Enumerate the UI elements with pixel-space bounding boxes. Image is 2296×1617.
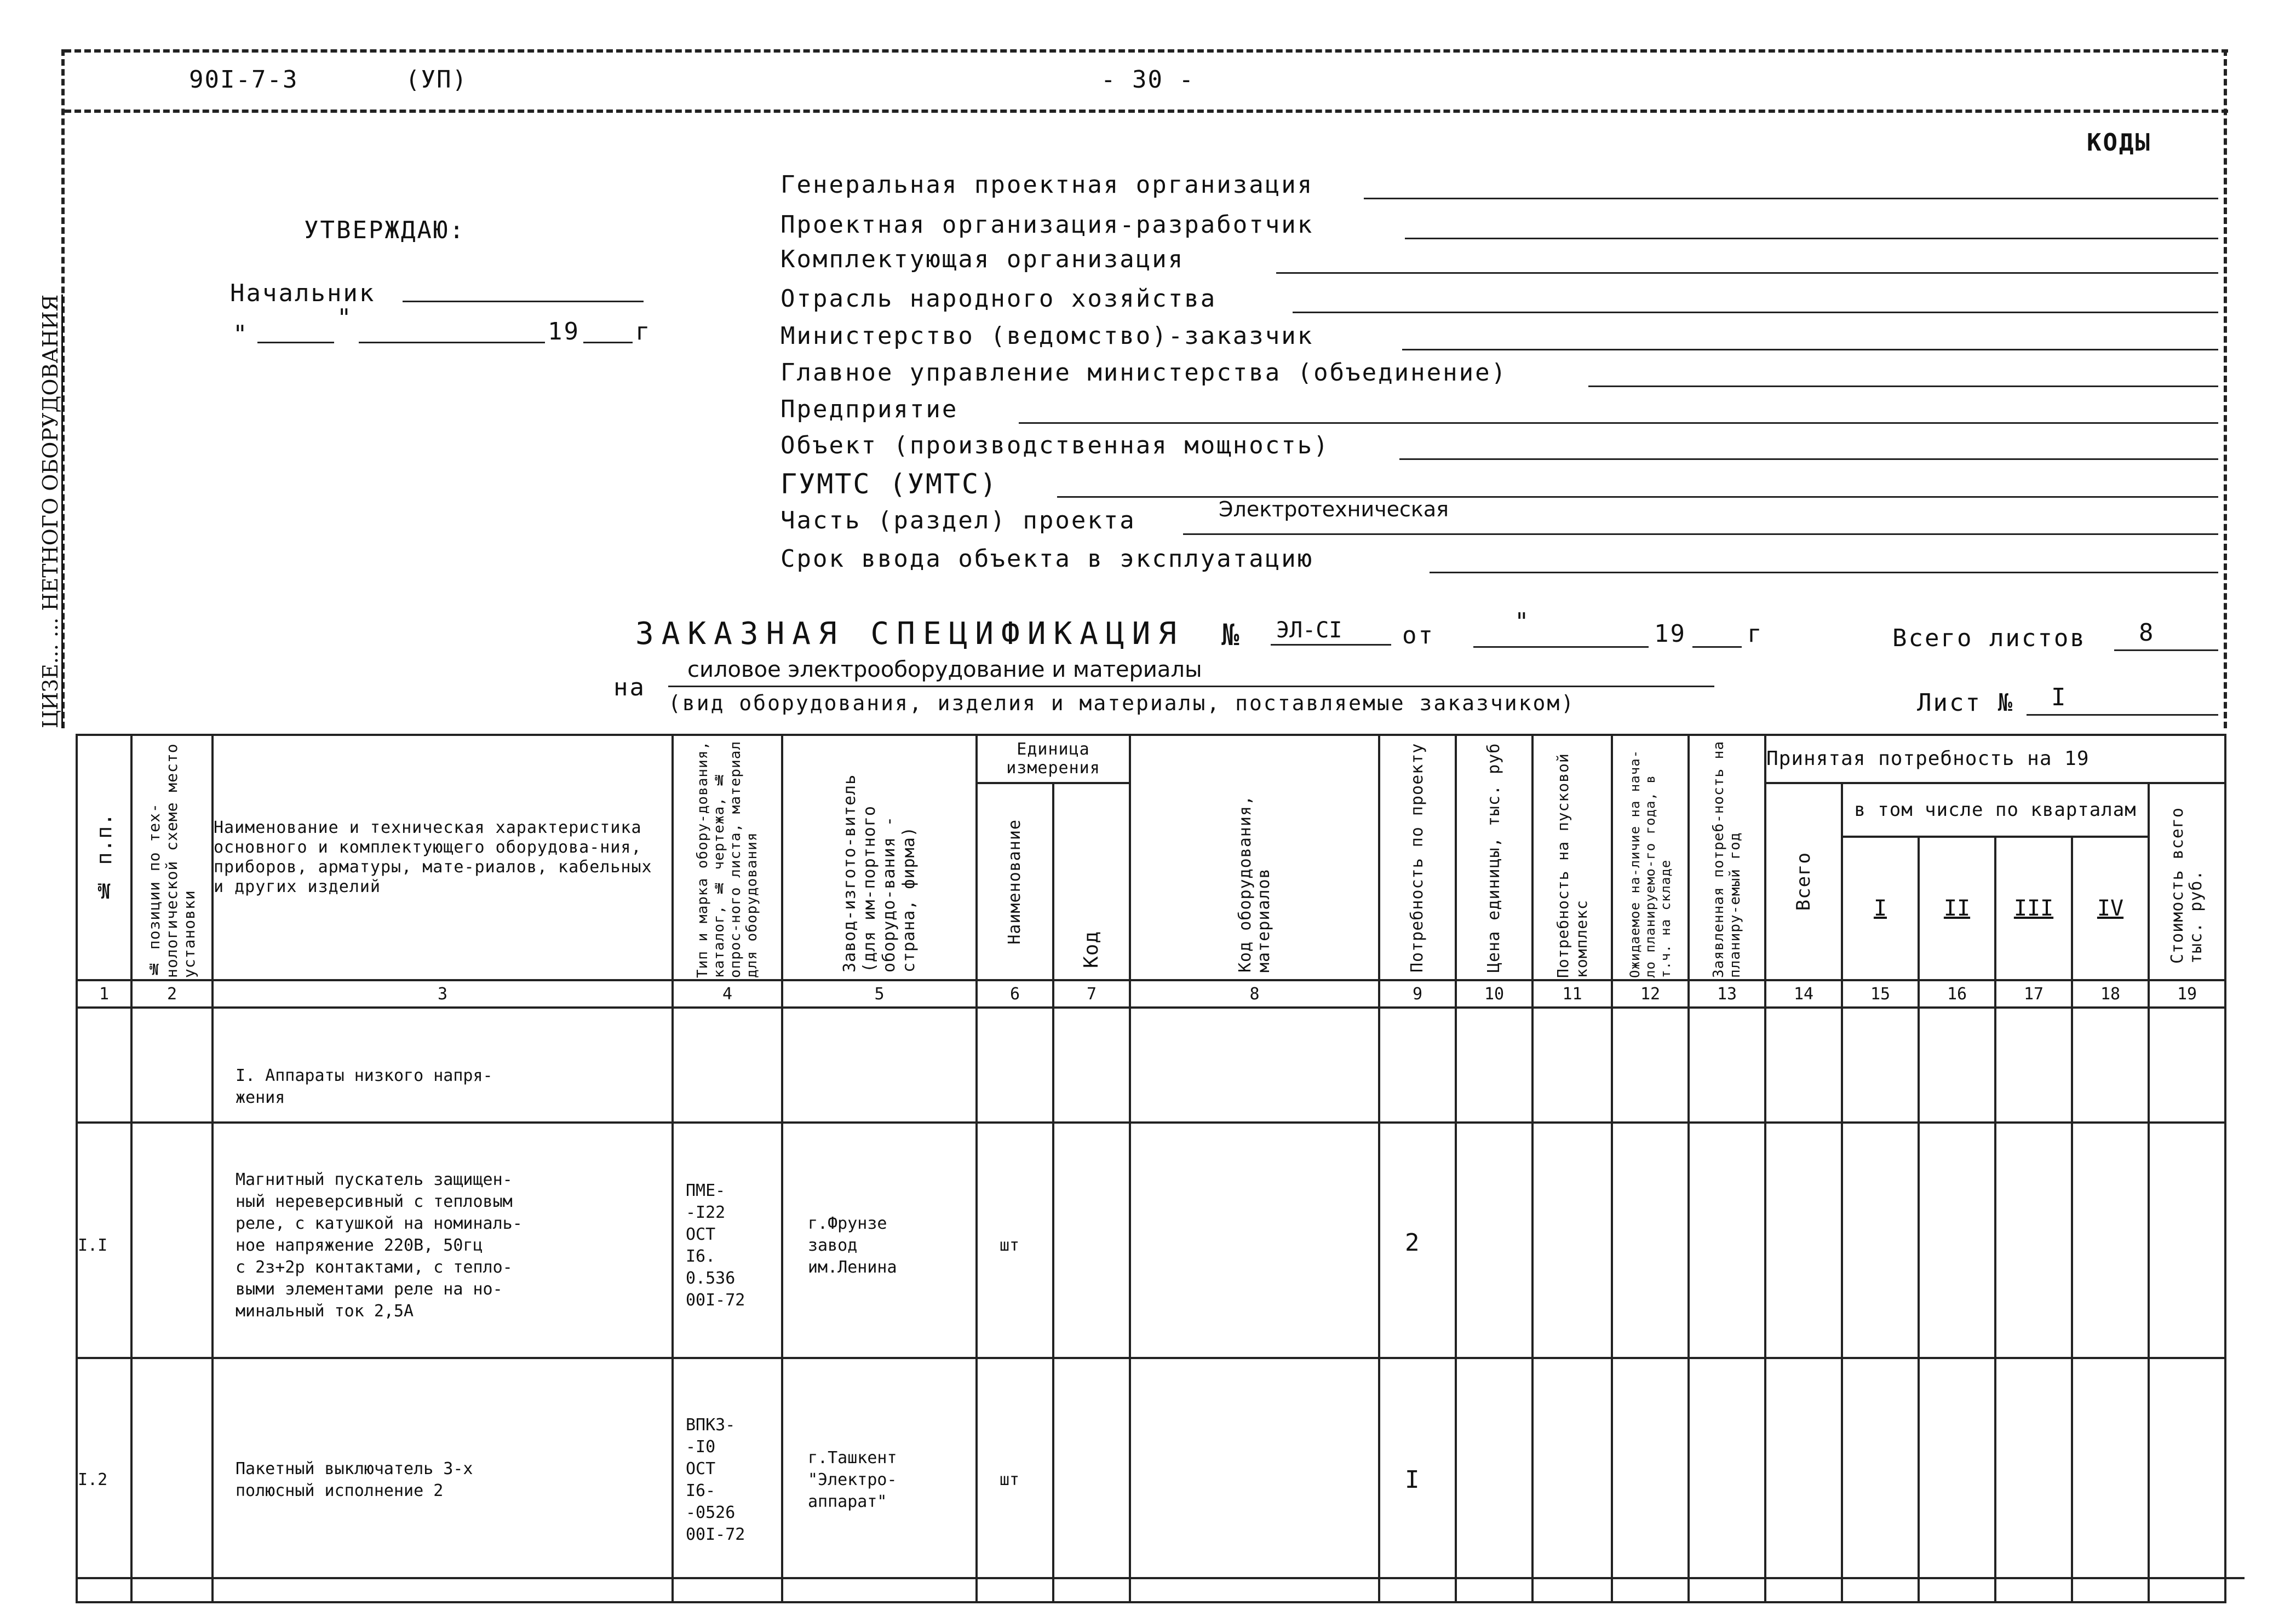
total-sheets-value: 8 [2139,619,2154,647]
col-num: 6 [977,980,1053,1008]
header-c15: I [1842,837,1919,980]
header-c13: Заявленная потреб-ность на планиру-емый год [1689,735,1765,980]
org-line-main-dept [1588,360,2218,387]
header-c10: Цена единицы, тыс. руб [1456,735,1532,980]
row-maker: г.Фрунзе завод им.Ленина [782,1123,977,1358]
spec-year: 19 [1654,620,1686,648]
col-num: 8 [1130,980,1379,1008]
row-qty: 2 [1379,1123,1456,1358]
spec-subject-hint: (вид оборудования, изделия и материалы, поставляемые заказчиком) [668,691,1576,715]
approve-day-line [257,318,334,343]
row-number: I.2 [77,1358,131,1602]
header-c18: IV [2072,837,2149,980]
col-num: 13 [1689,980,1765,1008]
header-c2: № позиции по тех-нологической схеме место установки [131,735,213,980]
header-c11: Потребность на пусковой комплекс [1532,735,1612,980]
col-num: 12 [1612,980,1689,1008]
frame-right [2224,49,2227,728]
org-label-deadline: Срок ввода объекта в эксплуатацию [780,545,1314,573]
org-line-deadline [1430,546,2218,573]
spec-year-line [1692,619,1742,648]
org-line-object [1399,433,2218,460]
org-line-gumts [1057,471,2218,498]
row-name: Пакетный выключатель 3-х полюсный исполнение 2 [213,1358,673,1602]
org-line-general [1364,172,2218,199]
spec-subject: силовое электрооборудование и материалы [687,657,1202,682]
header-c4: Тип и марка обору-дования, каталог, № чертежа, № опрос-ного листа, материал для оборудования [673,735,782,980]
spec-table [76,734,2226,1603]
codes-label: КОДЫ [2087,129,2151,157]
col-num: 19 [2149,980,2225,1008]
spec-on: на [613,674,646,701]
frame-top [65,49,2228,53]
approve-date-mark: " [337,304,353,332]
org-label-ministry: Министерство (ведомство)-заказчик [780,322,1314,350]
col-num: 5 [782,980,977,1008]
sheet-label: Лист № [1917,689,2014,717]
row-name: Магнитный пускатель защищен- ный нереверсивный с тепловым реле, с катушкой на номиналь- ное напряжение 220В, 50гц с 2з+2р контактами, с тепло- выми элементами реле на но- минальный ток 2,5А [213,1123,673,1358]
col-num: 3 [213,980,673,1008]
sheet-line [2027,683,2218,716]
frame-header-divider [65,110,2228,113]
row-type: ПМЕ- -I22 ОСТ I6. 0.536 00I-72 [673,1123,782,1358]
col-num: 1 [77,980,131,1008]
org-label-project-part: Часть (раздел) проекта [780,507,1136,534]
col-num: 15 [1842,980,1919,1008]
header-c14: Всего [1765,783,1842,980]
approve-chief: Начальник [230,279,376,307]
col-num: 2 [131,980,213,1008]
org-line-enterprise [1019,397,2218,424]
approve-month-line [359,318,545,343]
header-unit: Единица измерения [977,735,1130,783]
header-c7: Код [1053,783,1130,980]
col-num: 16 [1919,980,1995,1008]
spec-date-quote: " [1514,608,1531,636]
col-num: 14 [1765,980,1842,1008]
org-line-ministry [1402,324,2218,350]
header-c12: Ожидаемое на-личие на нача-ло планируемо-го года, в т.ч. на складе [1612,735,1689,980]
section-title: I. Аппараты низкого напря- жения [213,1008,673,1123]
approve-date-open: " [233,320,249,348]
header-quarters: в том числе по кварталам [1842,783,2149,837]
header-c6: Наименование [977,783,1053,980]
col-num: 17 [1995,980,2072,1008]
spec-year-suffix: г [1747,620,1764,648]
org-label-gumts: ГУМТС (УМТС) [780,468,998,500]
col-num: 10 [1456,980,1532,1008]
header-c19: Стоимость всего тыс. руб. [2149,783,2225,980]
col-num: 11 [1532,980,1612,1008]
header-c1: № п.п. [77,735,131,980]
header-c3: Наименование и техническая характеристика основного и комплектующего оборудова-ния, приборов, арматуры, мате-риалов, кабельных и других изделий [213,735,673,980]
org-label-object: Объект (производственная мощность) [780,431,1330,459]
table-row [77,1123,2225,1358]
total-sheets-label: Всего листов [1892,624,2086,652]
col-num: 4 [673,980,782,1008]
col-num: 9 [1379,980,1456,1008]
row-unit: шт [977,1123,1053,1358]
header-accepted: Принятая потребность на 19 [1765,735,2225,783]
side-label: ЦИЗЕ... ... НЕТНОГО ОБОРУДОВАНИЯ [38,294,62,728]
total-sheets-line [2114,619,2218,651]
section-row [77,1008,2225,1123]
org-label-enterprise: Предприятие [780,395,958,423]
org-label-branch: Отрасль народного хозяйства [780,285,1217,313]
org-label-general: Генеральная проектная организация [780,171,1314,199]
spec-number: ЭЛ-СI [1276,618,1342,643]
spec-from: от [1402,622,1434,649]
row-type: ВПК3- -I0 ОСТ I6- -0526 00I-72 [673,1358,782,1602]
chief-signature-line [403,277,644,302]
header-c9: Потребность по проекту [1379,735,1456,980]
approve-year: 19 [548,318,580,346]
header-c16: II [1919,837,1995,980]
org-label-developer: Проектная организация-разработчик [780,211,1314,239]
column-number-row [77,980,2225,1008]
org-line-complect [1276,247,2218,274]
row-unit: шт [977,1358,1053,1602]
header-c5: Завод-изгото-витель (для им-портного оборудо-вания - страна, фирма) [782,735,977,980]
spec-no-label: № [1221,618,1241,652]
doc-code: 90I-7-3 [189,66,299,94]
sheet-value: I [2051,683,2066,711]
org-line-project-part [1183,508,2218,535]
row-number: I.I [77,1123,131,1358]
approve-year-line [583,318,633,343]
org-label-complect: Комплектующая организация [780,245,1185,273]
approve-title: УТВЕРЖДАЮ: [304,216,466,244]
org-label-main-dept: Главное управление министерства (объединение) [780,359,1508,387]
spec-subject-line [668,657,1714,687]
table-bottom-line [76,1577,2245,1579]
row-qty: I [1379,1358,1456,1602]
approve-year-suffix: г [635,318,652,346]
table-row [77,1358,2225,1602]
org-value-project-part: Электротехническая [1219,497,1449,521]
doc-issue: (УП) [405,66,468,94]
spec-date-line [1473,619,1649,648]
spec-title: ЗАКАЗНАЯ СПЕЦИФИКАЦИЯ [635,616,1185,652]
col-num: 7 [1053,980,1130,1008]
org-line-branch [1293,286,2218,313]
header-c17: III [1995,837,2072,980]
page-number: - 30 - [1101,66,1195,94]
row-maker: г.Ташкент "Электро- аппарат" [782,1358,977,1602]
spec-number-line [1271,613,1391,646]
org-line-developer [1405,212,2218,239]
header-c8: Код оборудования, материалов [1130,735,1379,980]
col-num: 18 [2072,980,2149,1008]
